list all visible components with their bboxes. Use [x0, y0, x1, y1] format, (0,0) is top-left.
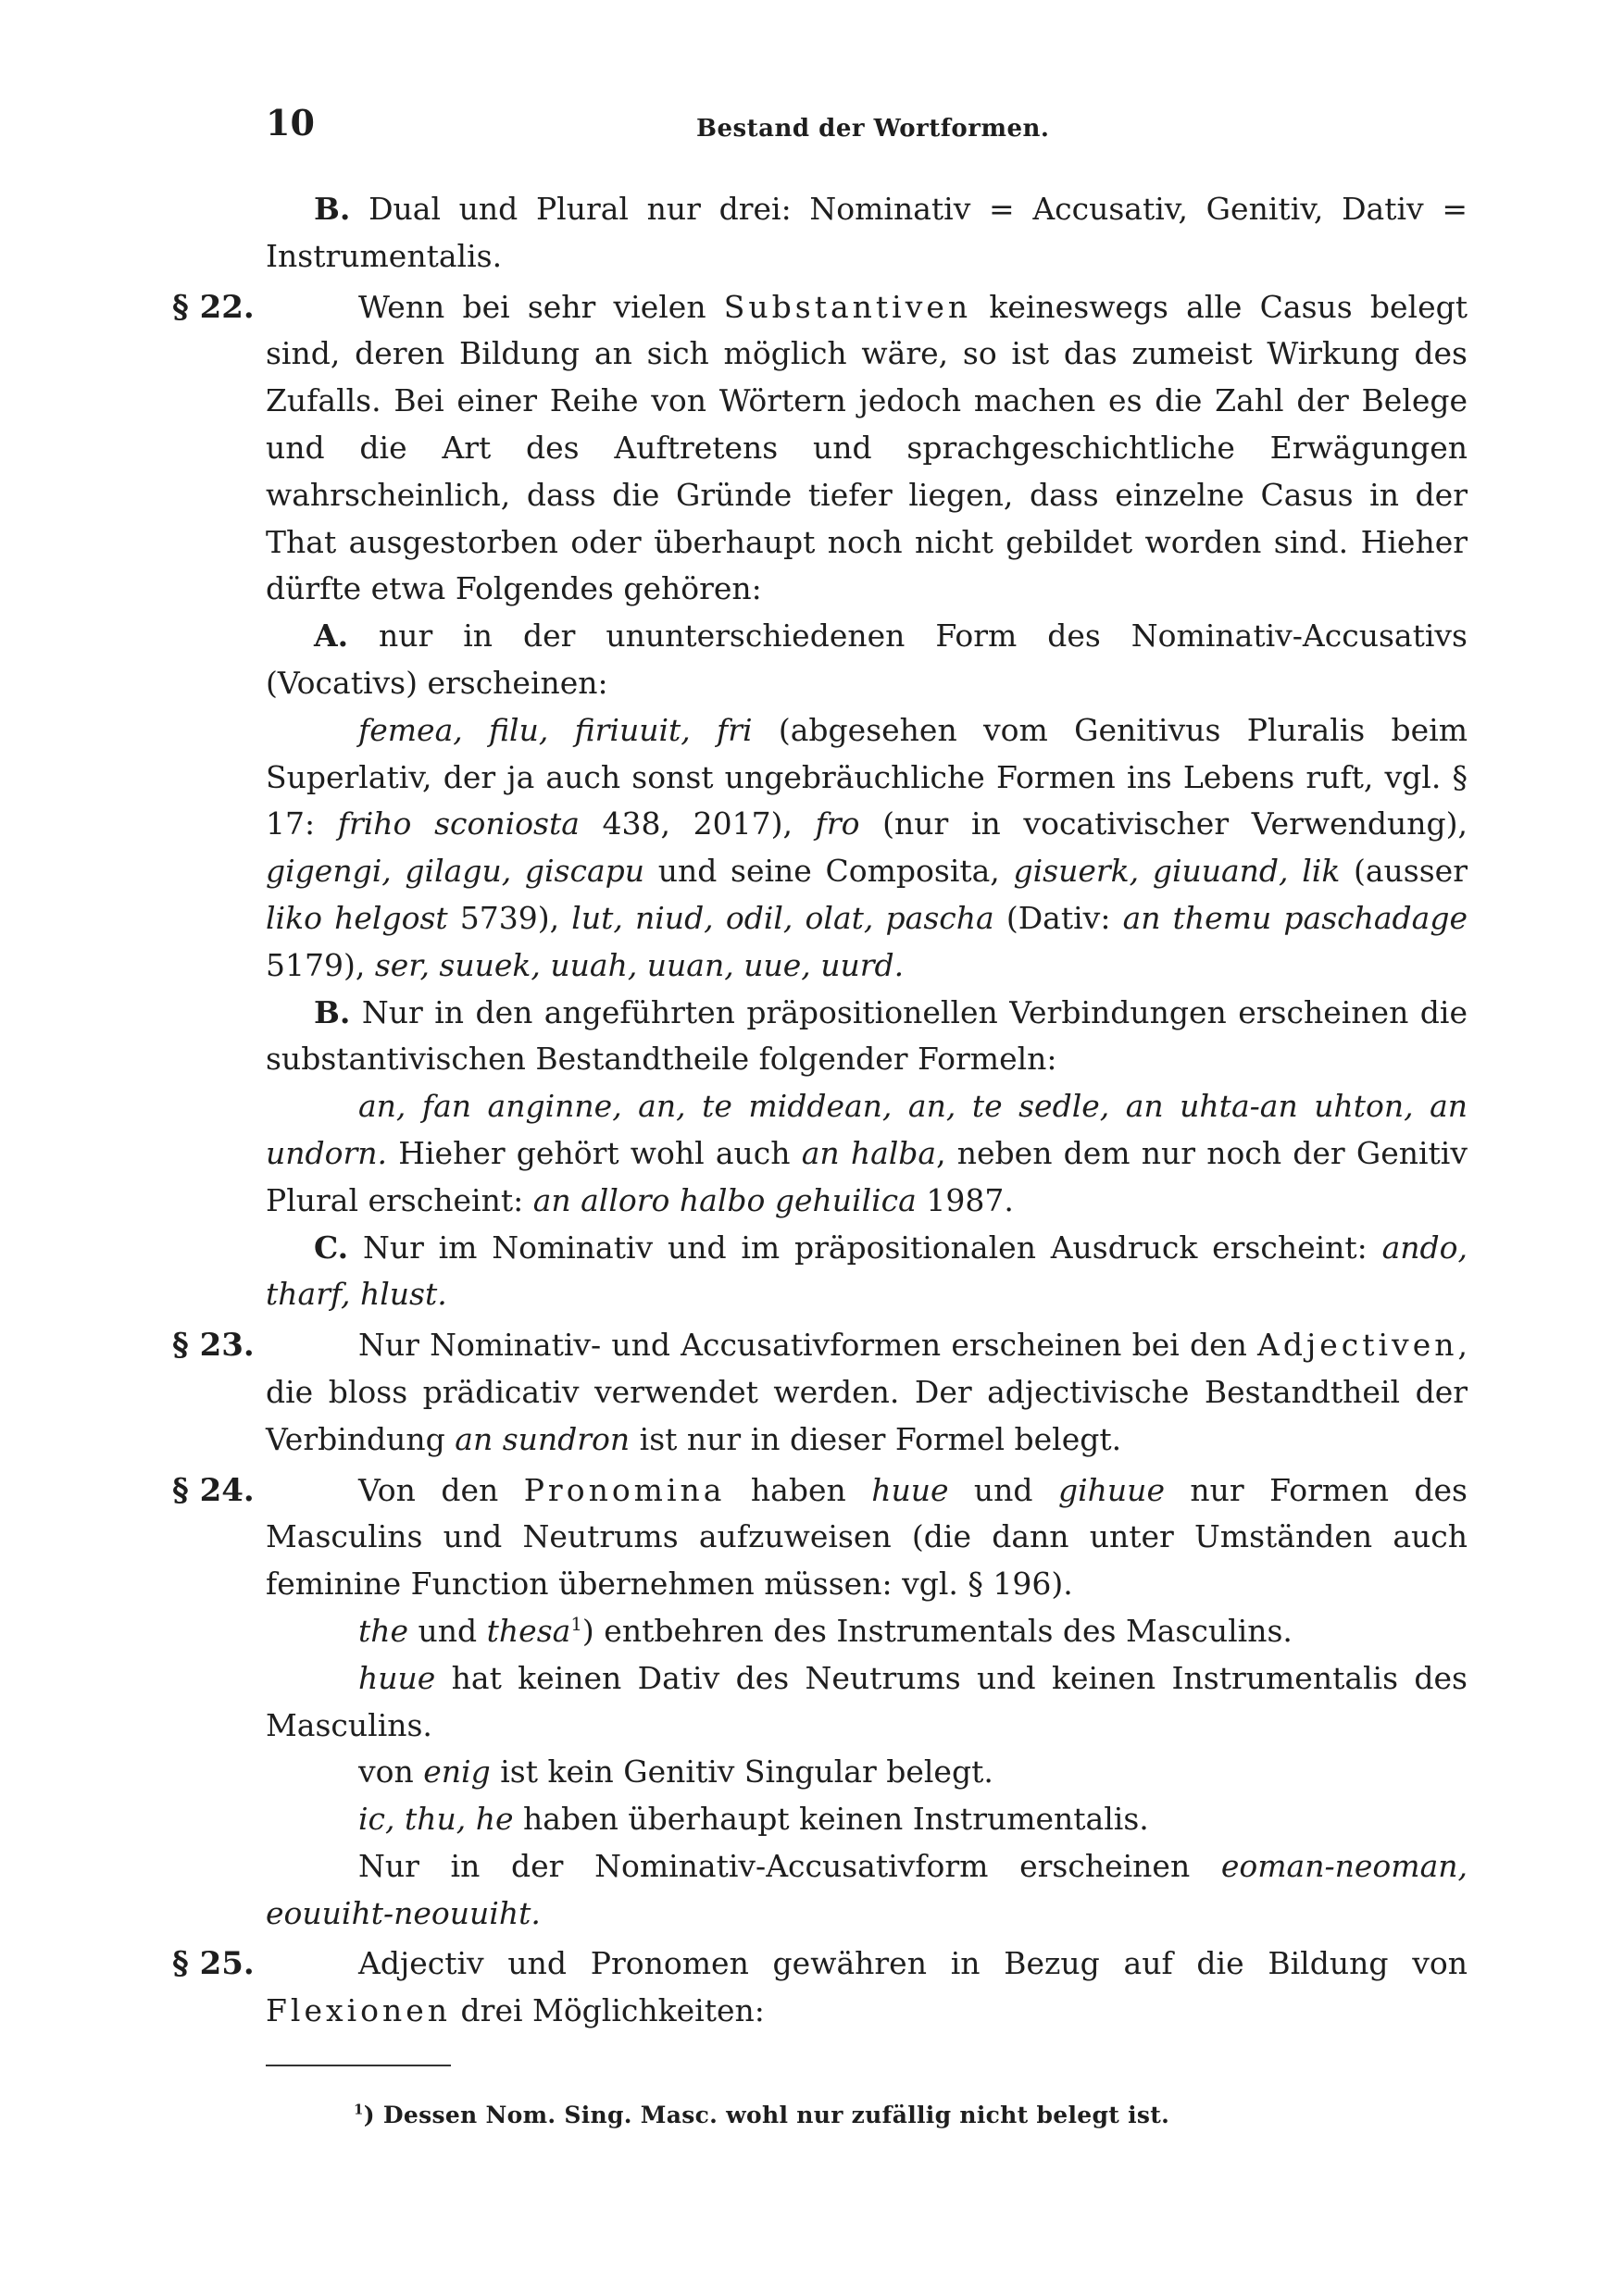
- text-run: Von den: [358, 1471, 524, 1508]
- paragraph-text: nur in der ununterschiedenen Form des Nominativ-Accusativs (Vocativs) erscheinen:: [266, 618, 1468, 701]
- text-run: von: [358, 1753, 424, 1791]
- italic-term: huue: [871, 1471, 949, 1508]
- italic-term: ic, thu, he: [358, 1801, 514, 1838]
- text-run: (Dativ:: [993, 899, 1123, 936]
- text-run: , die bloss prädicativ verwendet werden. Der adjectivische Bestandtheil der Verbindung: [266, 1327, 1468, 1457]
- paragraph-text: Nur in den angeführten präpositionellen Verbindungen erscheinen die substantivischen Bestandtheile folgender Formeln:: [266, 993, 1468, 1078]
- section-25: [172, 1940, 1468, 2035]
- paragraph-text: Nur im Nominativ und im präpositionalen Ausdruck erscheint:: [362, 1229, 1368, 1266]
- text-run: 438, 2017),: [579, 805, 816, 842]
- italic-term: lut, niud, odil, olat, pascha: [571, 899, 994, 936]
- line-enig: [266, 1749, 1468, 1796]
- italic-term: an themu paschadage: [1122, 899, 1468, 936]
- italic-term: ser, suuek, uuah, uuan, uue, uurd.: [374, 946, 905, 983]
- paragraph-text: Dual und Plural nur drei: Nominativ = Accusativ, Genitiv, Dativ = Instrumentalis.: [266, 191, 1468, 274]
- italic-term: gisuerk, giuuand, lik: [1013, 853, 1341, 890]
- page-number: 10: [266, 102, 315, 144]
- line-ic-thu-he: [266, 1796, 1468, 1843]
- text-run: drei Möglichkeiten:: [451, 1992, 765, 2029]
- italic-term: an sundron: [455, 1420, 631, 1457]
- section-marker: § 24.: [172, 1471, 255, 1509]
- text-run: , neben dem nur noch der Genitiv Plural erscheint:: [266, 1134, 1468, 1218]
- text-run: haben überhaupt keinen Instrumentalis.: [513, 1801, 1149, 1838]
- paragraph-B-intro: [266, 186, 1468, 281]
- italic-term: thesa: [486, 1612, 571, 1649]
- text-run: 1987.: [916, 1181, 1014, 1218]
- spaced-term: Adjectiven: [1257, 1327, 1458, 1364]
- italic-term: an halba: [801, 1134, 937, 1171]
- section-marker: § 25.: [172, 1945, 255, 1983]
- italic-term: friho sconiosta: [337, 805, 580, 842]
- subparagraph-C: [266, 1225, 1468, 1319]
- text-run: und: [948, 1471, 1058, 1508]
- spaced-term: Substantiven: [723, 288, 972, 325]
- subparagraph-A: [266, 613, 1468, 707]
- paragraph-text: [266, 1322, 1468, 1463]
- section-marker: § 22.: [172, 288, 255, 326]
- line-huue: [266, 1655, 1468, 1750]
- italic-term: femea, filu, firiuuit, fri: [358, 711, 753, 748]
- footnote-reference[interactable]: 1: [570, 1613, 582, 1635]
- spaced-term: Pronomina: [523, 1471, 726, 1508]
- paragraph-text: [266, 1467, 1468, 1608]
- italic-term: fro: [815, 805, 860, 842]
- text-run: Wenn bei sehr vielen: [358, 288, 724, 325]
- italic-term: eoman-neoman, eouuiht-neouuiht.: [266, 1847, 1468, 1931]
- text-run: haben: [725, 1471, 872, 1508]
- footnote-text: ) Dessen Nom. Sing. Masc. wohl nur zufällig nicht belegt ist.: [363, 2102, 1170, 2128]
- paragraph-text: [266, 1940, 1468, 2035]
- word-list-A: [266, 707, 1468, 990]
- text-run: 5739),: [447, 899, 572, 936]
- section-23: [172, 1322, 1468, 1463]
- text-run: 5179),: [266, 946, 375, 983]
- section-24: [172, 1467, 1468, 1938]
- spaced-term: Flexionen: [266, 1992, 452, 2029]
- section-marker: § 23.: [172, 1327, 255, 1365]
- italic-term: an, fan anginne, an, te middean, an, te sedle, an uhta-an uhton, an undorn.: [266, 1088, 1468, 1171]
- text-run: ist kein Genitiv Singular belegt.: [490, 1753, 993, 1791]
- page-body: [172, 186, 1468, 2035]
- text-run: und seine Composita,: [644, 853, 1014, 890]
- line-eoman: [266, 1843, 1468, 1938]
- text-run: keineswegs alle Casus belegt sind, deren Bildung an sich möglich wäre, so ist das zumeist Wirkung des Zufalls. Bei einer Reihe von Wörtern jedoch machen es die Zahl der Belege und die Art des Auftretens und sprachgeschichtliche Erwägungen wahrscheinlich, dass die Gründe tiefer liegen, dass einzelne Casus in der That ausgestorben oder überhaupt noch nicht gebildet worden sind. Hieher dürfte etwa Folgendes gehören:: [266, 288, 1468, 607]
- word-list-C: ando, tharf, hlust.: [266, 1229, 1468, 1313]
- list-label: B.: [314, 191, 351, 227]
- line-the-thesa: [266, 1608, 1468, 1655]
- list-label: B.: [314, 993, 351, 1030]
- footnote-mark: 1: [354, 2101, 364, 2118]
- text-run: hat keinen Dativ des Neutrums und keinen Instrumentalis des Masculins.: [266, 1659, 1468, 1743]
- italic-term: huue: [358, 1659, 436, 1696]
- text-run: Nur in der Nominativ-Accusativform erscheinen: [358, 1847, 1221, 1884]
- list-label: C.: [314, 1229, 349, 1266]
- text-run: (nur in vocativischer Verwendung),: [859, 805, 1468, 842]
- section-22: [172, 284, 1468, 1319]
- list-label: A.: [314, 618, 349, 655]
- text-run: Hieher gehört wohl auch: [387, 1134, 802, 1171]
- text-run: und: [408, 1612, 487, 1649]
- text-run: nur Formen des Masculins und Neutrums aufzuweisen (die dann unter Umständen auch feminine Function übernehmen müssen: vgl. § 196).: [266, 1471, 1468, 1603]
- italic-term: an alloro halbo gehuilica: [532, 1181, 917, 1218]
- italic-term: enig: [423, 1753, 491, 1791]
- subparagraph-B: [266, 990, 1468, 1084]
- text-run: ) entbehren des Instrumentals des Masculins.: [581, 1612, 1293, 1649]
- italic-term: liko helgost: [266, 899, 448, 936]
- running-head: Bestand der Wortformen.: [696, 115, 1050, 143]
- italic-term: gigengi, gilagu, giscapu: [266, 853, 645, 890]
- text-run: ist nur in dieser Formel belegt.: [630, 1420, 1122, 1457]
- text-run: (ausser: [1340, 853, 1468, 890]
- footnote: [354, 2102, 1169, 2128]
- footnote-rule: [266, 2065, 451, 2066]
- text-run: (abgesehen vom Genitivus Pluralis beim Superlativ, der ja auch sonst ungebräuchliche Formen ins Lebens ruft, vgl. § 17:: [266, 711, 1468, 842]
- text-run: Adjectiv und Pronomen gewähren in Bezug auf die Bildung von: [358, 1945, 1468, 1982]
- italic-term: the: [358, 1612, 409, 1649]
- word-list-B: [266, 1083, 1468, 1224]
- text-run: Nur Nominativ- und Accusativformen erscheinen bei den: [358, 1327, 1258, 1364]
- paragraph-text: [266, 284, 1468, 614]
- italic-term: gihuue: [1058, 1471, 1165, 1508]
